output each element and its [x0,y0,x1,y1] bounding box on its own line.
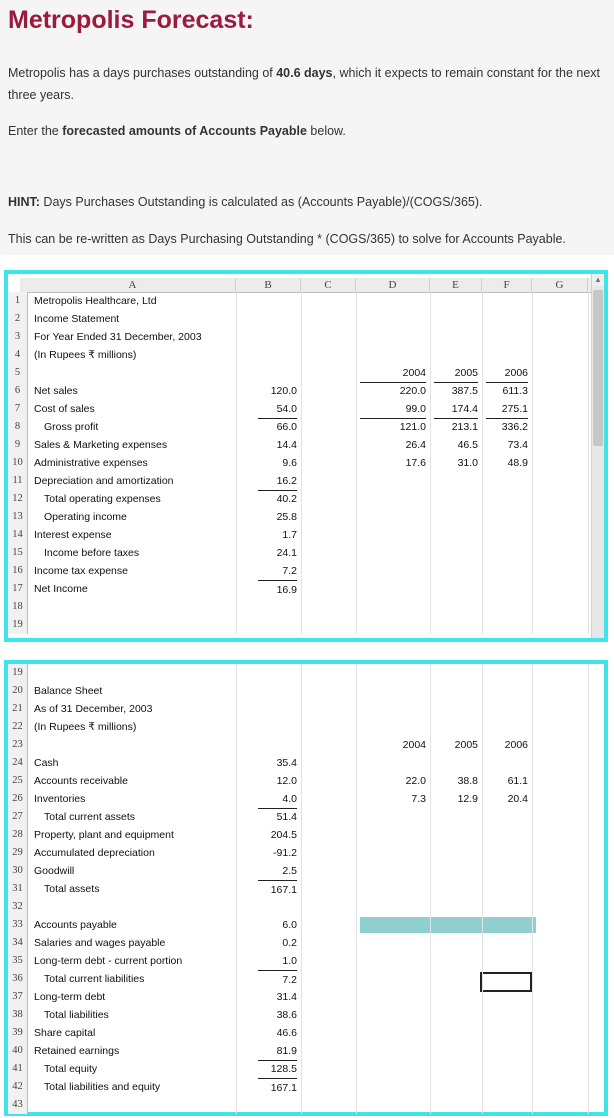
row-number[interactable]: 11 [8,472,28,490]
row-number[interactable]: 19 [8,664,28,682]
row-label[interactable]: Total liabilities and equity [44,1081,161,1093]
value-cell-f[interactable] [486,1042,528,1060]
value-cell-b[interactable]: 12.0 [276,775,297,787]
gridline [588,292,589,634]
value-cell-d[interactable] [360,970,426,988]
value-cell-b[interactable]: 4.0 [258,790,297,809]
value-cell-d[interactable] [360,664,426,682]
scroll-thumb[interactable] [593,290,603,446]
row-number[interactable]: 12 [8,490,28,508]
value-cell-b[interactable] [258,718,297,736]
value-cell-e[interactable] [434,1024,478,1042]
value-cell-e[interactable] [434,562,478,580]
row-number[interactable]: 17 [8,580,28,598]
value-cell-f[interactable]: 48.9 [507,457,528,469]
value-cell-d[interactable] [360,844,426,862]
row-number[interactable]: 9 [8,436,28,454]
value-cell-d[interactable]: 2004 [402,739,426,751]
column-header-g[interactable]: G [532,278,588,292]
value-cell-f[interactable] [486,1060,528,1078]
value-cell-f[interactable] [486,580,528,598]
value-cell-b[interactable]: 167.1 [258,1078,297,1097]
value-cell-f[interactable]: 275.1 [486,400,528,419]
value-cell-f[interactable]: 611.3 [502,385,528,397]
row-number[interactable]: 42 [8,1078,28,1096]
row-label[interactable]: Cost of sales [34,403,95,415]
value-cell-e[interactable]: 387.5 [451,385,478,397]
row-number[interactable]: 22 [8,718,28,736]
value-cell-b[interactable]: 66.0 [276,421,297,433]
row-number[interactable]: 36 [8,970,28,988]
value-cell-b[interactable] [258,292,297,310]
value-cell-e[interactable] [434,664,478,682]
value-cell-f[interactable] [486,754,528,772]
value-cell-e[interactable] [434,1060,478,1078]
value-cell-f[interactable] [486,718,528,736]
value-cell-f[interactable]: 336.2 [501,421,528,433]
value-cell-e[interactable]: 46.5 [457,439,478,451]
value-cell-f[interactable] [486,826,528,844]
value-cell-b[interactable]: 2.5 [258,862,297,881]
value-cell-d[interactable] [360,682,426,700]
value-cell-f[interactable] [486,988,528,1006]
value-cell-d[interactable] [360,952,426,970]
value-cell-b[interactable] [258,598,297,616]
value-cell-f[interactable] [486,1006,528,1024]
value-cell-d[interactable]: 220.0 [399,385,426,397]
row-label[interactable]: Net sales [34,385,78,397]
value-cell-b[interactable] [258,310,297,328]
row-label[interactable]: Long-term debt [34,991,106,1003]
value-cell-e[interactable] [434,952,478,970]
value-cell-d[interactable] [360,808,426,826]
value-cell-b[interactable]: 14.4 [276,439,297,451]
value-cell-b[interactable]: -91.2 [273,847,297,859]
value-cell-d[interactable]: 22.0 [405,775,426,787]
row-label[interactable]: Goodwill [34,865,75,877]
value-cell-d[interactable] [360,862,426,880]
value-cell-e[interactable]: 2005 [434,364,478,383]
value-cell-b[interactable]: 9.6 [282,457,297,469]
row-label[interactable]: Salaries and wages payable [34,937,166,949]
value-cell-e[interactable] [434,880,478,898]
value-cell-f[interactable]: 2006 [486,364,528,383]
value-cell-d[interactable] [360,346,426,364]
value-cell-e[interactable] [434,934,478,952]
value-cell-d[interactable]: 99.0 [360,400,426,419]
vertical-scrollbar[interactable] [591,274,604,638]
row-number[interactable]: 43 [8,1096,28,1114]
value-cell-e[interactable] [434,346,478,364]
value-cell-b[interactable]: 25.8 [276,511,297,523]
value-cell-d[interactable] [360,616,426,634]
value-cell-b[interactable]: 38.6 [276,1009,297,1021]
value-cell-d[interactable]: 7.3 [411,793,426,805]
value-cell-f[interactable] [486,682,528,700]
value-cell-f[interactable] [486,346,528,364]
row-label[interactable]: Income before taxes [44,547,140,559]
row-label[interactable]: Total current liabilities [44,973,145,985]
row-label[interactable]: Property, plant and equipment [34,829,174,841]
value-cell-b[interactable]: 16.9 [258,580,297,599]
value-cell-d[interactable] [360,1060,426,1078]
value-cell-b[interactable] [258,664,297,682]
value-cell-d[interactable] [360,754,426,772]
value-cell-b[interactable] [258,682,297,700]
row-label[interactable]: Total current assets [44,811,136,823]
value-cell-e[interactable] [434,310,478,328]
value-cell-e[interactable] [434,1078,478,1096]
row-number[interactable]: 29 [8,844,28,862]
value-cell-d[interactable]: 2004 [360,364,426,383]
value-cell-d[interactable] [360,580,426,598]
value-cell-e[interactable]: 12.9 [457,793,478,805]
value-cell-e[interactable] [434,1006,478,1024]
value-cell-f[interactable]: 20.4 [507,793,528,805]
row-number[interactable]: 41 [8,1060,28,1078]
row-number[interactable]: 31 [8,880,28,898]
value-cell-e[interactable] [434,808,478,826]
row-label[interactable]: Accumulated depreciation [34,847,155,859]
value-cell-d[interactable] [360,1024,426,1042]
value-cell-e[interactable] [434,988,478,1006]
value-cell-f[interactable]: 61.1 [507,775,528,787]
row-number[interactable]: 6 [8,382,28,400]
gridline [532,664,533,1114]
value-cell-e[interactable]: 213.1 [451,421,478,433]
value-cell-d[interactable] [360,700,426,718]
row-label[interactable]: As of 31 December, 2003 [34,703,153,715]
value-cell-f[interactable]: 73.4 [507,439,528,451]
value-cell-d[interactable] [360,562,426,580]
value-cell-f[interactable] [486,508,528,526]
value-cell-b[interactable]: 6.0 [282,919,297,931]
gridline [430,664,431,1114]
value-cell-b[interactable]: 7.2 [258,970,297,989]
value-cell-f[interactable] [486,1096,528,1114]
value-cell-b[interactable]: 16.2 [258,472,297,491]
value-cell-d[interactable] [360,1096,426,1114]
row-label[interactable]: Retained earnings [34,1045,120,1057]
value-cell-b[interactable]: 167.1 [258,880,297,899]
value-cell-f[interactable] [486,808,528,826]
row-number[interactable]: 33 [8,916,28,934]
value-cell-f[interactable] [486,880,528,898]
value-cell-b[interactable]: 128.5 [270,1063,297,1075]
value-cell-b[interactable]: 40.2 [276,493,297,505]
value-cell-f[interactable] [486,310,528,328]
row-label[interactable]: Accounts payable [34,919,117,931]
balance-sheet-sheet [4,660,608,1116]
value-cell-e[interactable] [434,898,478,916]
row-number[interactable]: 27 [8,808,28,826]
value-cell-b[interactable]: 7.2 [258,562,297,581]
instructions-panel [0,0,614,255]
value-cell-b[interactable]: 51.4 [276,811,297,823]
value-cell-d[interactable] [360,328,426,346]
gridline [482,664,483,1114]
row-number[interactable]: 35 [8,952,28,970]
gridline [236,664,237,1114]
value-cell-e[interactable] [434,754,478,772]
row-label[interactable]: Income Statement [34,313,120,325]
value-cell-d[interactable] [360,718,426,736]
row-label[interactable]: (In Rupees ₹ millions) [34,349,137,361]
row-number[interactable]: 4 [8,346,28,364]
page-title: Metropolis Forecast: [8,6,254,34]
value-cell-d[interactable] [360,934,426,952]
value-cell-b[interactable] [258,736,297,754]
value-cell-b[interactable]: 1.0 [258,952,297,971]
task-instruction: Enter the forecasted amounts of Accounts Payable below. [8,124,346,138]
value-cell-e[interactable]: 38.8 [457,775,478,787]
value-cell-b[interactable] [258,898,297,916]
value-cell-d[interactable] [360,292,426,310]
row-number[interactable]: 19 [8,616,28,634]
column-header-c[interactable]: C [301,278,356,292]
value-cell-d[interactable] [360,310,426,328]
gridline [532,292,533,634]
value-cell-b[interactable] [258,364,297,382]
accounts-payable-input[interactable] [360,917,536,933]
column-header-a[interactable]: A [30,278,236,292]
gridline [301,664,302,1114]
row-number[interactable]: 1 [8,292,28,310]
value-cell-e[interactable] [434,292,478,310]
value-cell-b[interactable] [258,1096,297,1114]
column-header-f[interactable]: F [482,278,532,292]
row-number[interactable]: 7 [8,400,28,418]
row-number[interactable]: 24 [8,754,28,772]
value-cell-b[interactable] [258,346,297,364]
value-cell-f[interactable] [486,934,528,952]
value-cell-d[interactable] [360,1006,426,1024]
value-cell-b[interactable]: 31.4 [276,991,297,1003]
row-number[interactable]: 40 [8,1042,28,1060]
row-label[interactable]: Total operating expenses [44,493,161,505]
row-number[interactable]: 28 [8,826,28,844]
row-number[interactable]: 23 [8,736,28,754]
row-label[interactable]: Income tax expense [34,565,128,577]
row-label[interactable]: Net Income [34,583,88,595]
value-cell-d[interactable] [360,898,426,916]
row-label[interactable]: Balance Sheet [34,685,103,697]
gridline [301,292,302,634]
value-cell-e[interactable] [434,526,478,544]
row-label[interactable]: Depreciation and amortization [34,475,174,487]
column-header-e[interactable]: E [430,278,482,292]
value-cell-d[interactable] [360,880,426,898]
value-cell-f[interactable] [486,616,528,634]
value-cell-b[interactable] [258,616,297,634]
row-number[interactable]: 38 [8,1006,28,1024]
gridline [356,664,357,1114]
row-number[interactable]: 8 [8,418,28,436]
value-cell-e[interactable] [434,490,478,508]
value-cell-b[interactable]: 54.0 [258,400,297,419]
value-cell-f[interactable] [486,490,528,508]
row-label[interactable]: Total assets [44,883,100,895]
row-number[interactable]: 18 [8,598,28,616]
value-cell-e[interactable] [434,718,478,736]
row-label[interactable]: Long-term debt - current portion [34,955,183,967]
value-cell-d[interactable] [360,1042,426,1060]
row-number[interactable]: 5 [8,364,28,382]
row-number[interactable]: 32 [8,898,28,916]
value-cell-e[interactable] [434,1042,478,1060]
value-cell-b[interactable]: 35.4 [276,757,297,769]
value-cell-f[interactable] [486,544,528,562]
value-cell-f[interactable]: 2006 [504,739,528,751]
row-label[interactable]: Administrative expenses [34,457,148,469]
value-cell-e[interactable] [434,1096,478,1114]
value-cell-b[interactable]: 81.9 [258,1042,297,1061]
row-label[interactable]: Total equity [44,1063,98,1075]
value-cell-e[interactable] [434,580,478,598]
value-cell-e[interactable]: 2005 [454,739,478,751]
value-cell-e[interactable]: 31.0 [457,457,478,469]
gridline [356,292,357,634]
value-cell-e[interactable] [434,682,478,700]
value-cell-b[interactable] [258,328,297,346]
value-cell-e[interactable]: 174.4 [434,400,478,419]
row-number[interactable]: 16 [8,562,28,580]
value-cell-f[interactable] [486,844,528,862]
row-label[interactable]: Metropolis Healthcare, Ltd [34,295,157,307]
value-cell-d[interactable]: 17.6 [405,457,426,469]
gridline [588,664,589,1114]
value-cell-f[interactable] [486,862,528,880]
row-label[interactable]: For Year Ended 31 December, 2003 [34,331,202,343]
value-cell-d[interactable] [360,1078,426,1096]
value-cell-d[interactable] [360,490,426,508]
gridline [430,292,431,634]
value-cell-b[interactable]: 24.1 [276,547,297,559]
value-cell-b[interactable]: 1.7 [282,529,297,541]
value-cell-d[interactable] [360,472,426,490]
gridline [482,292,483,634]
value-cell-e[interactable] [434,700,478,718]
value-cell-f[interactable] [486,562,528,580]
dpo-description: Metropolis has a days purchases outstanding of 40.6 days, which it expects to remain constant for the next three years. [8,66,601,102]
row-number[interactable]: 13 [8,508,28,526]
value-cell-f[interactable] [486,1024,528,1042]
gridline [236,292,237,634]
row-label[interactable]: Sales & Marketing expenses [34,439,168,451]
value-cell-e[interactable] [434,472,478,490]
value-cell-f[interactable] [486,898,528,916]
row-label[interactable]: Operating income [44,511,127,523]
value-cell-e[interactable] [434,598,478,616]
scroll-up-icon[interactable]: ▲ [592,274,604,286]
value-cell-d[interactable] [360,508,426,526]
value-cell-f[interactable] [486,526,528,544]
row-number[interactable]: 39 [8,1024,28,1042]
row-number[interactable]: 21 [8,700,28,718]
hint-text: HINT: Days Purchases Outstanding is calculated as (Accounts Payable)/(COGS/365). [8,195,483,209]
row-label[interactable]: Gross profit [44,421,99,433]
value-cell-f[interactable] [486,292,528,310]
value-cell-e[interactable] [434,862,478,880]
row-number[interactable]: 26 [8,790,28,808]
row-number[interactable]: 30 [8,862,28,880]
row-label[interactable]: Share capital [34,1027,96,1039]
row-label[interactable]: Interest expense [34,529,112,541]
row-number[interactable]: 20 [8,682,28,700]
value-cell-b[interactable]: 0.2 [282,937,297,949]
value-cell-d[interactable] [360,988,426,1006]
value-cell-e[interactable] [434,616,478,634]
row-label[interactable]: Total liabilities [44,1009,109,1021]
row-number[interactable]: 2 [8,310,28,328]
row-number[interactable]: 15 [8,544,28,562]
formula-text: This can be re-written as Days Purchasing Outstanding * (COGS/365) to solve for Accounts Payable. [8,232,566,246]
value-cell-e[interactable] [434,970,478,988]
row-label[interactable]: (In Rupees ₹ millions) [34,721,137,733]
row-label[interactable]: Inventories [34,793,86,805]
value-cell-f[interactable] [486,700,528,718]
row-label[interactable]: Accounts receivable [34,775,128,787]
value-cell-d[interactable]: 26.4 [405,439,426,451]
value-cell-d[interactable] [360,526,426,544]
value-cell-e[interactable] [434,544,478,562]
row-number[interactable]: 25 [8,772,28,790]
value-cell-b[interactable]: 46.6 [276,1027,297,1039]
value-cell-b[interactable]: 120.0 [270,385,297,397]
column-header-b[interactable]: B [236,278,301,292]
value-cell-e[interactable] [434,328,478,346]
income-statement-sheet [4,270,608,642]
value-cell-f[interactable] [486,328,528,346]
row-number[interactable]: 37 [8,988,28,1006]
value-cell-d[interactable] [360,826,426,844]
value-cell-b[interactable]: 204.5 [270,829,297,841]
row-number[interactable]: 34 [8,934,28,952]
row-number[interactable]: 3 [8,328,28,346]
row-number[interactable]: 10 [8,454,28,472]
value-cell-f[interactable] [486,952,528,970]
value-cell-f[interactable] [486,472,528,490]
column-header-d[interactable]: D [356,278,430,292]
value-cell-f[interactable] [486,598,528,616]
value-cell-f[interactable] [486,664,528,682]
row-label[interactable]: Cash [34,757,59,769]
value-cell-e[interactable] [434,826,478,844]
column-header-row [20,278,598,293]
value-cell-b[interactable] [258,700,297,718]
value-cell-d[interactable] [360,598,426,616]
value-cell-d[interactable] [360,544,426,562]
value-cell-e[interactable] [434,508,478,526]
value-cell-f[interactable] [486,1078,528,1096]
value-cell-e[interactable] [434,844,478,862]
value-cell-d[interactable]: 121.0 [399,421,426,433]
row-number[interactable]: 14 [8,526,28,544]
